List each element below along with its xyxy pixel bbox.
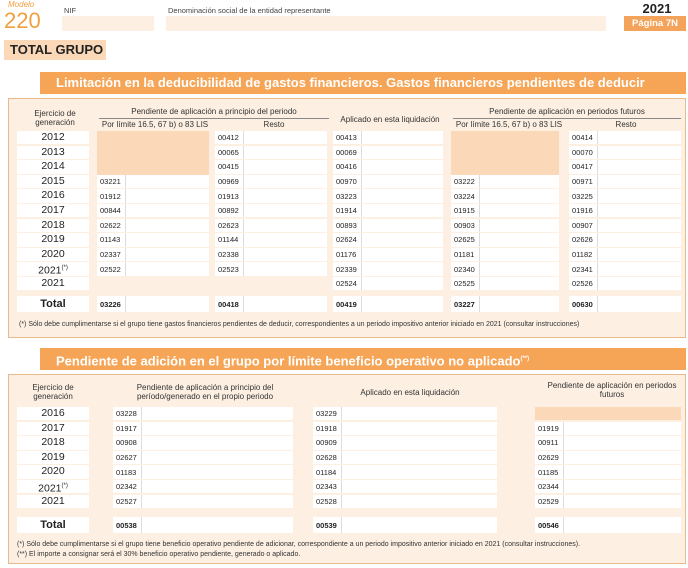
s2-col-pendiente-inicio: Pendiente de aplicación a principio del período/generado en el propio periodo (136, 383, 274, 401)
s2-year-cell (17, 480, 89, 493)
s2-total-code: 00538 (116, 517, 142, 533)
s1-footnote: (*) Sólo debe cumplimentarse si el grupo tiene gastos financieros pendientes de deducir, correspondientes a un periodo impositivo anterior iniciado en 2021 (consultar instrucciones) (19, 321, 580, 328)
s2-year-text: 2020 (41, 465, 65, 478)
s1-year-mark: (*) (61, 265, 68, 272)
s2-input-a[interactable] (113, 480, 293, 493)
nif-field[interactable] (62, 16, 154, 31)
s1-box-code: 00969 (218, 175, 244, 188)
s2-box-code: 02344 (538, 480, 564, 493)
s1-box-code: 01143 (100, 233, 126, 246)
s2-box-code: 00909 (316, 436, 342, 449)
s1-box-code: 00844 (100, 204, 126, 217)
s1-input-a[interactable] (97, 262, 209, 275)
s1-shaded-block-d (451, 131, 559, 175)
s1-year-text: 2017 (41, 204, 65, 216)
s1-box-code: 00892 (218, 204, 244, 217)
s2-box-code: 01918 (316, 422, 342, 435)
s1-input-c[interactable] (333, 277, 443, 290)
s1-total-code: 03227 (454, 296, 480, 312)
s2-input-c[interactable] (313, 480, 497, 493)
page-badge: Página 7N (624, 16, 686, 31)
s1-input-e[interactable] (569, 175, 681, 188)
s1-box-code: 00415 (218, 160, 244, 173)
s1-box-code: 00413 (336, 131, 362, 144)
s1-input-d[interactable] (451, 204, 559, 217)
s1-box-code: 01916 (572, 204, 598, 217)
s1-input-c[interactable] (333, 160, 443, 173)
s2-box-code: 00911 (538, 436, 564, 449)
s2-year-text: 2019 (41, 450, 65, 463)
s1-total-code: 00418 (218, 296, 244, 312)
s1-input-a[interactable] (97, 204, 209, 217)
s1-input-a[interactable] (97, 189, 209, 202)
s2-year-text: 2021 (41, 494, 65, 507)
s1-box-code: 02341 (572, 262, 598, 275)
s2-total-label: Total (17, 517, 89, 533)
s1-input-d[interactable] (451, 175, 559, 188)
s1-input-e[interactable] (569, 219, 681, 232)
s1-input-c[interactable] (333, 189, 443, 202)
s1-box-code: 01914 (336, 204, 362, 217)
s2-year-cell (17, 451, 89, 464)
s1-box-code: 01182 (572, 248, 598, 261)
s2-box-code: 01183 (116, 465, 142, 478)
section2-panel (8, 374, 686, 564)
s1-sub-resto-b: Resto (615, 120, 637, 129)
s1-col-pendiente-inicio: Pendiente de aplicación a principio del periodo (99, 107, 329, 119)
s2-input-a[interactable] (113, 407, 293, 420)
s1-year-cell (17, 160, 89, 173)
s1-box-code: 03223 (336, 189, 362, 202)
s1-total-d[interactable] (451, 296, 559, 312)
s1-box-code: 01176 (336, 248, 362, 261)
s2-box-code: 01919 (538, 422, 564, 435)
s1-box-code: 02526 (572, 277, 598, 290)
s2-total-a[interactable] (113, 517, 293, 533)
s1-input-d[interactable] (451, 219, 559, 232)
s2-box-code: 03229 (316, 407, 342, 420)
s1-input-e[interactable] (569, 189, 681, 202)
s1-box-code: 00414 (572, 131, 598, 144)
s1-box-code: 00070 (572, 146, 598, 159)
s2-total-e[interactable] (535, 517, 681, 533)
s1-year-text: 2019 (41, 233, 65, 246)
s1-box-code: 01181 (454, 248, 480, 261)
s2-year-cell (17, 436, 89, 449)
s1-total-code: 00630 (572, 296, 598, 312)
s1-input-d[interactable] (451, 233, 559, 246)
s1-box-code: 00970 (336, 175, 362, 188)
s1-box-code: 02339 (336, 262, 362, 275)
s2-total-code: 00539 (316, 517, 342, 533)
s2-year-cell (17, 422, 89, 435)
s1-input-b[interactable] (215, 146, 327, 159)
s1-input-a[interactable] (97, 233, 209, 246)
s1-year-cell (17, 219, 89, 232)
s2-col-aplicado: Aplicado en esta liquidación (360, 388, 460, 397)
section2-title (40, 348, 686, 370)
s2-year-text: 2021 (38, 482, 62, 495)
s1-box-code: 02522 (100, 262, 126, 275)
s1-box-code: 00412 (218, 131, 244, 144)
s1-box-code: 00893 (336, 219, 362, 232)
s1-box-code: 02623 (218, 219, 244, 232)
s1-year-text: 2021 (38, 264, 62, 277)
s1-box-code: 02524 (336, 277, 362, 290)
s2-input-e[interactable] (535, 480, 681, 493)
s1-col-pendiente-futuros: Pendiente de aplicación en periodos futuros (453, 107, 681, 119)
s2-input-c[interactable] (313, 422, 497, 435)
s1-input-d[interactable] (451, 277, 559, 290)
s1-box-code: 03225 (572, 189, 598, 202)
s1-input-e[interactable] (569, 204, 681, 217)
s2-input-e[interactable] (535, 451, 681, 464)
s1-input-b[interactable] (215, 189, 327, 202)
s2-input-a[interactable] (113, 465, 293, 478)
s1-input-c[interactable] (333, 204, 443, 217)
s1-box-code: 02624 (336, 233, 362, 246)
s1-input-b[interactable] (215, 131, 327, 144)
s1-box-code: 00971 (572, 175, 598, 188)
s2-col-pendiente-futuros: Pendiente de aplicación en periodos futuros (547, 381, 677, 399)
s1-total-e[interactable] (569, 296, 681, 312)
s1-box-code: 01915 (454, 204, 480, 217)
s1-sub-limite-b: Por límite 16.5, 67 b) o 83 LIS (455, 120, 563, 129)
s1-input-b[interactable] (215, 248, 327, 261)
s2-box-code: 02629 (538, 451, 564, 464)
s1-input-a[interactable] (97, 219, 209, 232)
s2-input-e[interactable] (535, 436, 681, 449)
s1-input-b[interactable] (215, 262, 327, 275)
denominacion-field[interactable] (166, 16, 606, 31)
s1-input-b[interactable] (215, 204, 327, 217)
s2-year-mark: (*) (61, 483, 68, 489)
s1-year-cell (17, 189, 89, 202)
s2-total-code: 00546 (538, 517, 564, 533)
modelo-label: Modelo (8, 0, 35, 9)
s2-box-code: 01185 (538, 465, 564, 478)
s1-input-e[interactable] (569, 131, 681, 144)
s1-box-code: 02523 (218, 262, 244, 275)
s2-year-text: 2018 (41, 436, 65, 449)
s1-box-code: 02337 (100, 248, 126, 261)
s1-input-b[interactable] (215, 160, 327, 173)
s1-input-d[interactable] (451, 189, 559, 202)
s1-year-cell (17, 131, 89, 144)
s1-box-code: 00416 (336, 160, 362, 173)
s1-box-code: 02525 (454, 277, 480, 290)
s2-input-e[interactable] (535, 465, 681, 478)
s1-year-text: 2015 (41, 174, 65, 187)
s1-box-code: 00417 (572, 160, 598, 173)
s1-input-a[interactable] (97, 175, 209, 188)
s1-total-code: 00419 (336, 296, 362, 312)
s1-input-e[interactable] (569, 262, 681, 275)
denominacion-label: Denominación social de la entidad representante (168, 6, 331, 15)
s1-box-code: 00069 (336, 146, 362, 159)
s1-year-text: 2016 (41, 189, 65, 202)
s2-input-c[interactable] (313, 407, 497, 420)
section1-panel (8, 98, 686, 338)
s1-total-b[interactable] (215, 296, 327, 312)
s1-col-ejercicio: Ejercicio de generación (34, 109, 76, 127)
s1-box-code: 02622 (100, 219, 126, 232)
s1-input-c[interactable] (333, 131, 443, 144)
s1-year-text: 2021 (41, 277, 65, 289)
s2-box-code: 02528 (316, 495, 342, 508)
s1-box-code: 02626 (572, 233, 598, 246)
s1-box-code: 00907 (572, 219, 598, 232)
s1-year-cell (17, 175, 89, 188)
s1-input-b[interactable] (215, 219, 327, 232)
s1-year-text: 2018 (41, 218, 65, 231)
s1-box-code: 00065 (218, 146, 244, 159)
s1-total-code: 03226 (100, 296, 126, 312)
s1-total-label: Total (17, 296, 89, 312)
s1-total-a[interactable] (97, 296, 209, 312)
s2-input-a[interactable] (113, 451, 293, 464)
s1-box-code: 01144 (218, 233, 244, 246)
s2-input-e[interactable] (535, 422, 681, 435)
nif-label: NIF (64, 6, 77, 15)
s2-input-c[interactable] (313, 495, 497, 508)
s2-box-code: 02529 (538, 495, 564, 508)
s1-year-cell (17, 248, 89, 261)
s2-box-code: 02343 (316, 480, 342, 493)
s1-year-cell (17, 233, 89, 246)
s2-input-a[interactable] (113, 436, 293, 449)
s1-year-text: 2014 (41, 160, 65, 173)
s2-footnote-2: (**) El importe a consignar será el 30% beneficio operativo pendiente, generado o aplicado. (17, 551, 301, 558)
s1-input-c[interactable] (333, 146, 443, 159)
s2-total-c[interactable] (313, 517, 497, 533)
s2-footnote-1: (*) Sólo debe cumplimentarse si el grupo tiene beneficio operativo pendiente de adicionar, correspondiente a un periodo impositivo anterior iniciado en 2021 (consultar instrucciones). (17, 541, 581, 548)
s1-box-code: 02338 (218, 248, 244, 261)
s2-col-ejercicio: Ejercicio de generación (32, 383, 74, 401)
s2-year-text: 2017 (41, 421, 65, 434)
s1-input-d[interactable] (451, 262, 559, 275)
s2-year-cell (17, 465, 89, 478)
s1-box-code: 03222 (454, 175, 480, 188)
s2-box-code: 02627 (116, 451, 142, 464)
section1-title: Limitación en la deducibilidad de gastos financieros. Gastos financieros pendientes de deducir (40, 72, 686, 94)
s2-year-cell (17, 407, 89, 420)
s2-box-code: 02628 (316, 451, 342, 464)
s2-box-code: 03228 (116, 407, 142, 420)
s2-shaded-cell (535, 407, 681, 420)
s1-input-e[interactable] (569, 277, 681, 290)
total-grupo-title: TOTAL GRUPO (4, 40, 106, 60)
s1-input-c[interactable] (333, 248, 443, 261)
s2-box-code: 01917 (116, 422, 142, 435)
s1-box-code: 01912 (100, 189, 126, 202)
s1-year-cell (17, 146, 89, 159)
s1-sub-limite-a: Por límite 16.5, 67 b) o 83 LIS (101, 120, 209, 129)
s2-box-code: 00908 (116, 436, 142, 449)
section2-title-mark: (**) (520, 356, 530, 362)
s2-year-cell (17, 495, 89, 508)
s1-total-c[interactable] (333, 296, 443, 312)
s2-input-c[interactable] (313, 436, 497, 449)
s1-input-e[interactable] (569, 248, 681, 261)
s2-input-a[interactable] (113, 495, 293, 508)
s1-input-e[interactable] (569, 146, 681, 159)
s1-input-c[interactable] (333, 262, 443, 275)
s1-input-b[interactable] (215, 175, 327, 188)
modelo-number: 220 (4, 8, 41, 33)
s1-input-c[interactable] (333, 175, 443, 188)
s1-input-b[interactable] (215, 233, 327, 246)
s1-year-cell (17, 277, 89, 290)
s1-box-code: 01913 (218, 189, 244, 202)
s1-shaded-block-a (97, 131, 209, 175)
form-year: 2021 (642, 1, 672, 16)
s1-box-code: 02625 (454, 233, 480, 246)
s1-year-text: 2020 (41, 247, 65, 260)
s1-year-text: 2012 (41, 131, 65, 143)
s1-year-cell (17, 262, 89, 275)
s1-input-a[interactable] (97, 248, 209, 261)
s1-input-e[interactable] (569, 160, 681, 173)
s2-year-text: 2016 (41, 407, 65, 419)
section2-title-text: Pendiente de adición en el grupo por límite beneficio operativo no aplicado (56, 353, 521, 369)
s2-box-code: 01184 (316, 465, 342, 478)
s2-input-e[interactable] (535, 495, 681, 508)
s1-input-c[interactable] (333, 233, 443, 246)
s1-input-c[interactable] (333, 219, 443, 232)
s1-box-code: 02340 (454, 262, 480, 275)
s1-input-e[interactable] (569, 233, 681, 246)
s1-sub-resto-a: Resto (263, 120, 285, 129)
s1-box-code: 03221 (100, 175, 126, 188)
s1-year-cell (17, 204, 89, 217)
s2-input-c[interactable] (313, 451, 497, 464)
s1-input-d[interactable] (451, 248, 559, 261)
s1-col-aplicado: Aplicado en esta liquidación (340, 115, 440, 124)
s2-box-code: 02527 (116, 495, 142, 508)
s2-input-a[interactable] (113, 422, 293, 435)
s2-input-c[interactable] (313, 465, 497, 478)
s2-box-code: 02342 (116, 480, 142, 493)
s1-box-code: 03224 (454, 189, 480, 202)
s1-box-code: 00903 (454, 219, 480, 232)
s1-year-text: 2013 (41, 145, 65, 158)
